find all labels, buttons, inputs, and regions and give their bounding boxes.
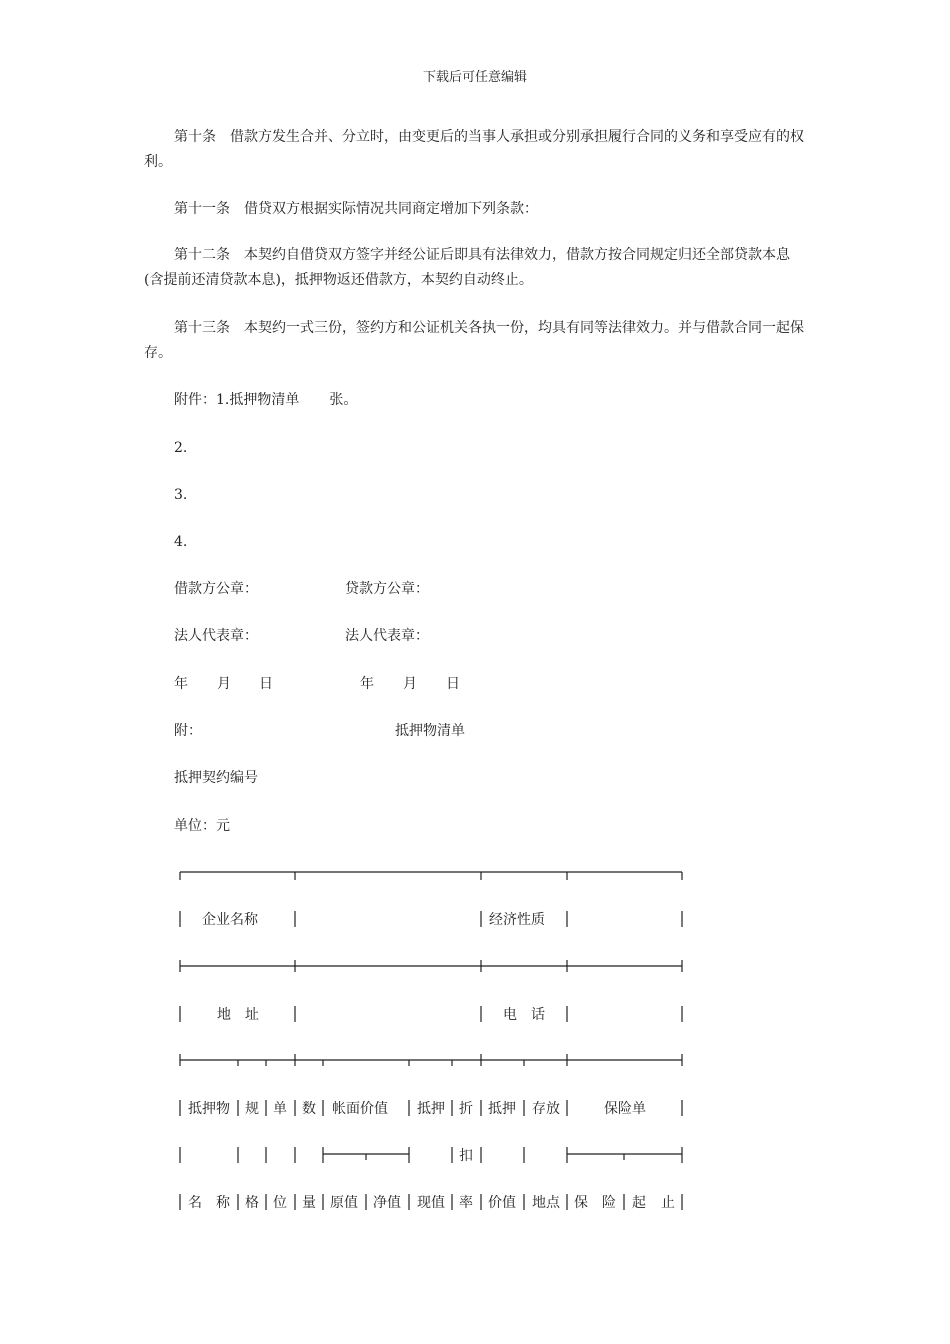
attachment-2: 2. <box>174 440 188 456</box>
header-collateral: 抵押物 <box>188 1101 230 1117</box>
header-discount: 折 <box>459 1101 473 1117</box>
header-deduct: 扣 <box>459 1148 473 1164</box>
attachment-1-prefix: 附件：1.抵押物清单 <box>174 392 300 408</box>
header-rate: 率 <box>459 1195 473 1211</box>
article-13: 第十三条 本契约一式三份，签约方和公证机关各执一份，均具有同等法律效力。并与借款合同一起保存。 <box>144 320 804 361</box>
lender-year: 年 <box>360 676 374 692</box>
article-11: 第十一条 借贷双方根据实际情况共同商定增加下列条款： <box>174 201 538 217</box>
header-insurance-2: 保 险 <box>574 1195 616 1211</box>
header-start: 起 <box>632 1195 646 1211</box>
header-net-value: 净值 <box>373 1195 401 1211</box>
borrower-year: 年 <box>174 676 188 692</box>
header-book-value: 帐面价值 <box>332 1101 388 1117</box>
cell-company-name: 企业名称 <box>202 912 258 928</box>
borrower-month: 月 <box>217 676 231 692</box>
header-mortgage-2: 抵押 <box>488 1101 516 1117</box>
borrower-seal: 借款方公章： <box>174 581 258 597</box>
header-quantity-2: 量 <box>302 1195 316 1211</box>
header-insurance: 保险单 <box>604 1101 646 1117</box>
lender-day: 日 <box>446 676 460 692</box>
attachment-3: 3. <box>174 487 188 503</box>
borrower-representative: 法人代表章： <box>174 628 258 644</box>
header-quantity: 数 <box>302 1101 316 1117</box>
contract-number-label: 抵押契约编号 <box>174 770 258 786</box>
lender-representative: 法人代表章： <box>345 628 429 644</box>
attachment-4: 4. <box>174 534 188 550</box>
header-unit: 单 <box>273 1101 287 1117</box>
cell-address: 地 址 <box>217 1007 259 1023</box>
appendix-label: 附： <box>174 723 202 739</box>
unit-label: 单位：元 <box>174 818 230 834</box>
header-storage: 存放 <box>532 1101 560 1117</box>
header-original-value: 原值 <box>330 1195 358 1211</box>
cell-economic-nature: 经济性质 <box>489 912 545 928</box>
page-header: 下载后可任意编辑 <box>422 70 527 85</box>
header-spec-2: 格 <box>245 1195 259 1211</box>
header-current-value: 现值 <box>417 1195 445 1211</box>
header-mortgage-1: 抵押 <box>417 1101 445 1117</box>
lender-seal: 贷款方公章： <box>345 581 429 597</box>
header-spec: 规 <box>245 1101 259 1117</box>
header-value: 价值 <box>488 1195 516 1211</box>
appendix-title: 抵押物清单 <box>395 723 465 739</box>
borrower-day: 日 <box>259 676 273 692</box>
header-unit-2: 位 <box>273 1195 287 1211</box>
cell-phone: 电 话 <box>503 1007 545 1023</box>
header-location: 地点 <box>532 1195 560 1211</box>
article-12: 第十二条 本契约自借贷双方签字并经公证后即具有法律效力，借款方按合同规定归还全部贷款本息(含提前还清贷款本息)，抵押物返还借款方，本契约自动终止。 <box>144 247 790 288</box>
lender-month: 月 <box>403 676 417 692</box>
header-end: 止 <box>661 1195 675 1211</box>
article-10: 第十条 借款方发生合并、分立时，由变更后的当事人承担或分别承担履行合同的义务和享受应有的权利。 <box>144 129 804 170</box>
header-name: 名 称 <box>188 1195 230 1211</box>
attachment-1-suffix: 张。 <box>329 392 358 408</box>
